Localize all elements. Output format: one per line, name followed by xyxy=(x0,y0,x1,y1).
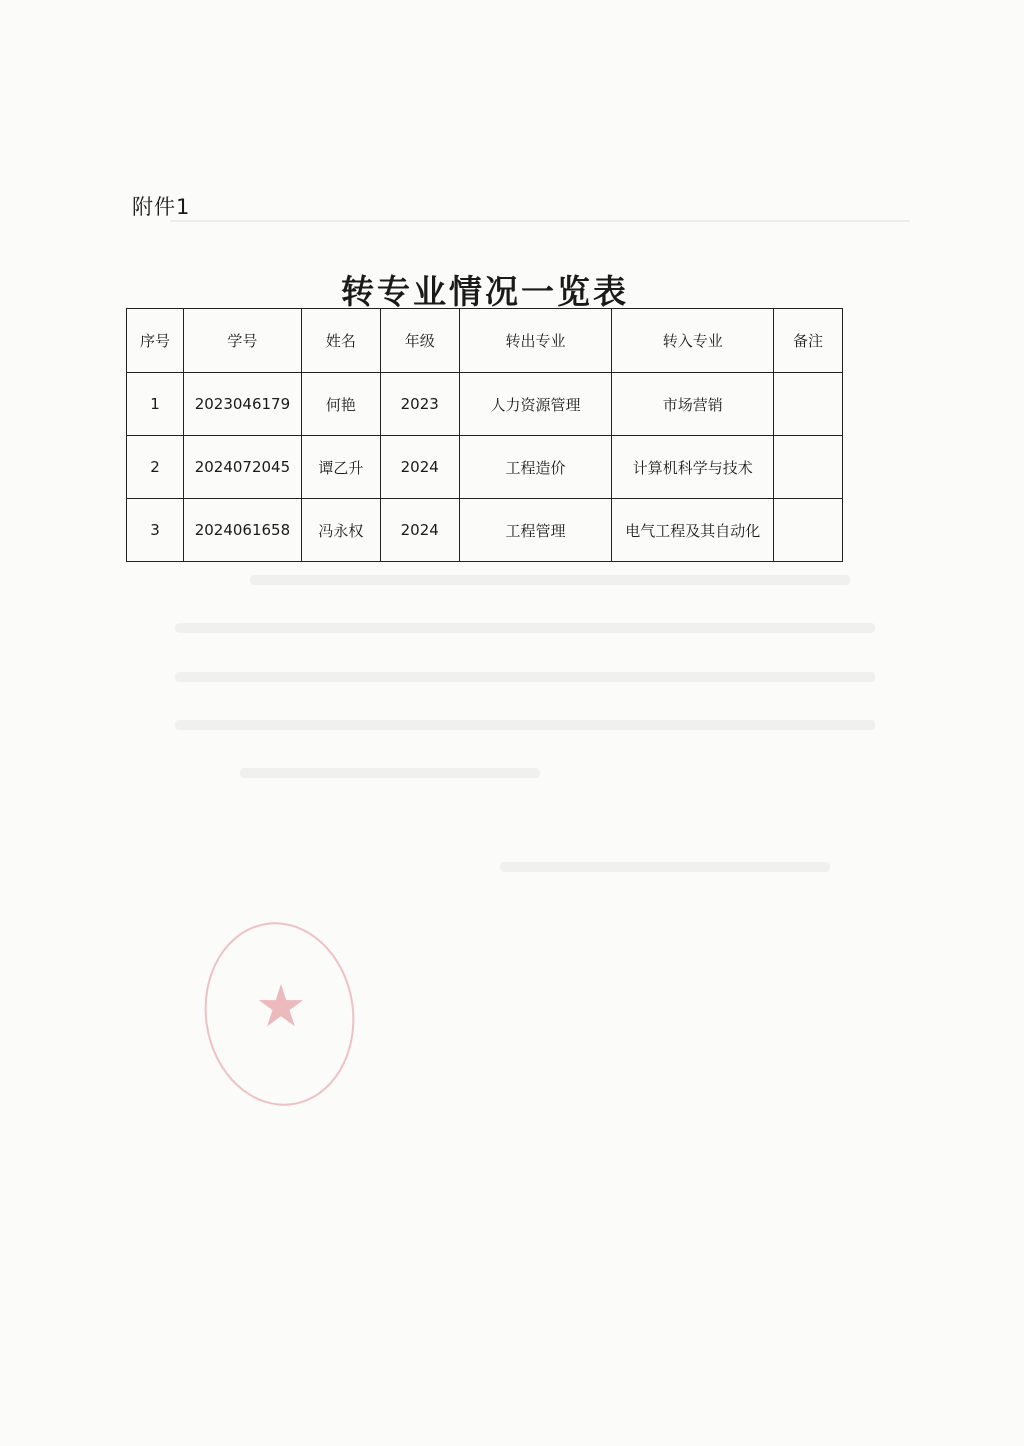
document-title: 转专业情况一览表 xyxy=(341,272,629,311)
cell-seq: 1 xyxy=(127,373,184,436)
cell-student-id: 2024072045 xyxy=(183,436,301,499)
cell-name: 谭乙升 xyxy=(301,436,380,499)
cell-grade: 2023 xyxy=(380,373,459,436)
header-seq: 序号 xyxy=(127,309,184,373)
cell-name: 何艳 xyxy=(301,373,380,436)
cell-grade: 2024 xyxy=(380,499,459,562)
table-row xyxy=(127,436,843,499)
transfer-table xyxy=(126,308,843,562)
header-to-major: 转入专业 xyxy=(612,309,774,373)
cell-remarks xyxy=(774,373,843,436)
cell-from-major: 人力资源管理 xyxy=(459,373,612,436)
cell-seq: 3 xyxy=(127,499,184,562)
header-from-major: 转出专业 xyxy=(459,309,612,373)
cell-student-id: 2024061658 xyxy=(183,499,301,562)
table-row xyxy=(127,373,843,436)
cell-name: 冯永权 xyxy=(301,499,380,562)
cell-seq: 2 xyxy=(127,436,184,499)
header-name: 姓名 xyxy=(301,309,380,373)
cell-grade: 2024 xyxy=(380,436,459,499)
cell-from-major: 工程管理 xyxy=(459,499,612,562)
header-grade: 年级 xyxy=(380,309,459,373)
bleed-through-line xyxy=(175,672,875,682)
bleed-through-line xyxy=(175,623,875,633)
attachment-label: 附件1 xyxy=(132,195,191,219)
cell-remarks xyxy=(774,436,843,499)
table-row xyxy=(127,499,843,562)
cell-to-major: 市场营销 xyxy=(612,373,774,436)
bleed-through-line xyxy=(250,575,850,585)
cell-to-major: 电气工程及其自动化 xyxy=(612,499,774,562)
header-student-id: 学号 xyxy=(183,309,301,373)
cell-to-major: 计算机科学与技术 xyxy=(612,436,774,499)
cell-from-major: 工程造价 xyxy=(459,436,612,499)
cell-student-id: 2023046179 xyxy=(183,373,301,436)
header-remarks: 备注 xyxy=(774,309,843,373)
bleed-through-line xyxy=(500,862,830,872)
seal-star-icon: ★ xyxy=(255,972,307,1040)
bleed-through-line xyxy=(175,720,875,730)
bleed-through-line xyxy=(240,768,540,778)
table-header-row xyxy=(127,309,843,373)
bleed-through-rule xyxy=(170,220,910,222)
cell-remarks xyxy=(774,499,843,562)
